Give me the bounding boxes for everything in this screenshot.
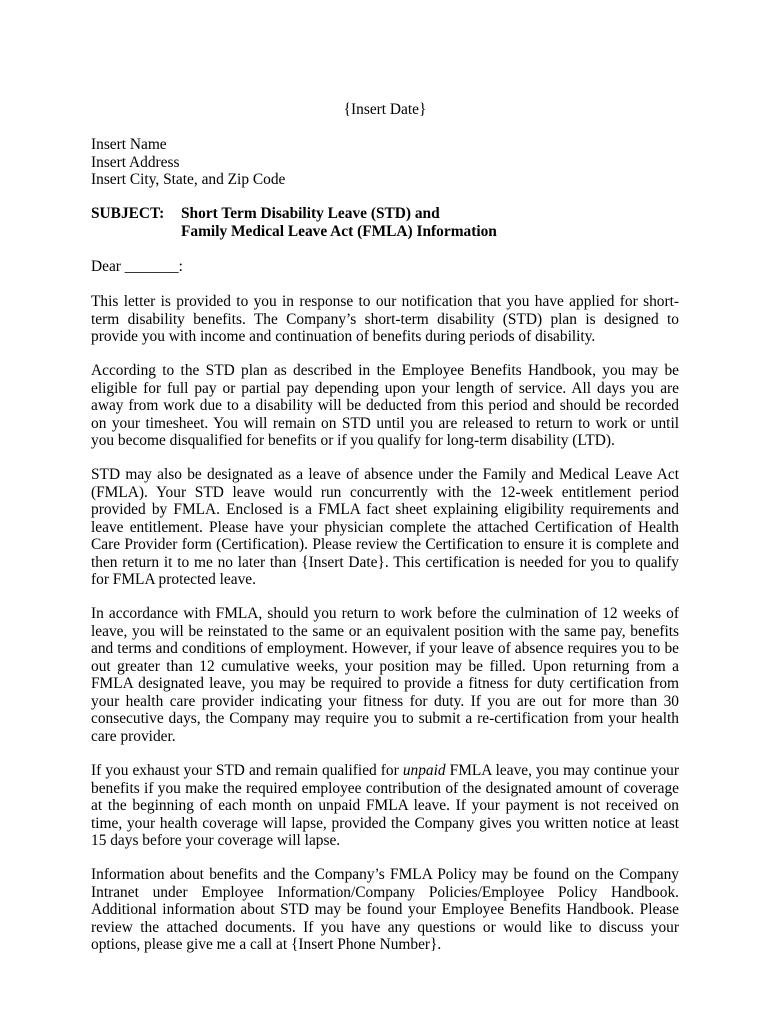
paragraph-2: According to the STD plan as described in the Employee Benefits Handbook, you may be eligible for full pay or partial pay depending upon your length of service. All days you are away from work due to a disability will be deducted from this period and should be recorded on your timesheet. You will remain on STD until you are released to return to work or until you become disqualified for benefits or if you qualify for long-term disability (LTD). [91, 362, 679, 449]
recipient-address [91, 136, 679, 189]
paragraph-5-italic: unpaid [402, 762, 446, 779]
paragraph-6: Information about benefits and the Company’s FMLA Policy may be found on the Company Intranet under Employee Information/Company Policies/Employee Policy Handbook. Additional information about STD may be found your Employee Benefits Handbook. Please review the attached documents. If you have any questions or would like to discuss your options, please give me a call at {Insert Phone Number}. [91, 866, 679, 953]
paragraph-5 [91, 762, 679, 850]
salutation: Dear _______: [91, 258, 183, 275]
recipient-name: Insert Name [91, 136, 167, 153]
paragraph-5-start: If you exhaust your STD and remain qualified for [91, 762, 403, 779]
date-line: {Insert Date} [343, 101, 427, 118]
paragraph-3: STD may also be designated as a leave of absence under the Family and Medical Leave Act (FMLA). Your STD leave would run concurrently with the 12-week entitlement period provided by FMLA. Enclosed is a FMLA fact sheet explaining eligibility requirements and leave entitlement. Please have your physician complete the attached Certification of Health Care Provider form (Certification). Please review the Certification to ensure it is complete and then return it to me no later than {Insert Date}. This certification is needed for you to qualify for FMLA protected leave. [91, 466, 679, 588]
subject-line-2: Family Medical Leave Act (FMLA) Information [181, 222, 497, 240]
subject-label: SUBJECT: [91, 205, 165, 222]
subject-text [181, 205, 497, 240]
recipient-city-state-zip: Insert City, State, and Zip Code [91, 171, 286, 188]
subject-line-1: Short Term Disability Leave (STD) and [181, 205, 440, 222]
recipient-street: Insert Address [91, 153, 180, 171]
paragraph-5-end: FMLA leave, you may continue your benefits if you make the required employee contribution of the designated amount of coverage at the beginning of each month on unpaid FMLA leave. If your payment is not received on time, your health coverage will lapse, provided the Company gives you written notice at least 15 days before your coverage will lapse. [91, 762, 679, 849]
paragraph-4: In accordance with FMLA, should you return to work before the culmination of 12 weeks of leave, you will be reinstated to the same or an equivalent position with the same pay, benefits and terms and conditions of employment. However, if your leave of absence requires you to be out greater than 12 cumulative weeks, your position may be filled. Upon returning from a FMLA designated leave, you may be required to provide a fitness for duty certification from your health care provider indicating your fitness for duty. If you are out for more than 30 consecutive days, the Company may require you to submit a re-certification from your health care provider. [91, 605, 679, 745]
paragraph-1: This letter is provided to you in response to our notification that you have applied for short-term disability benefits. The Company’s short-term disability (STD) plan is designed to provide you with income and continuation of benefits during periods of disability. [91, 293, 679, 345]
